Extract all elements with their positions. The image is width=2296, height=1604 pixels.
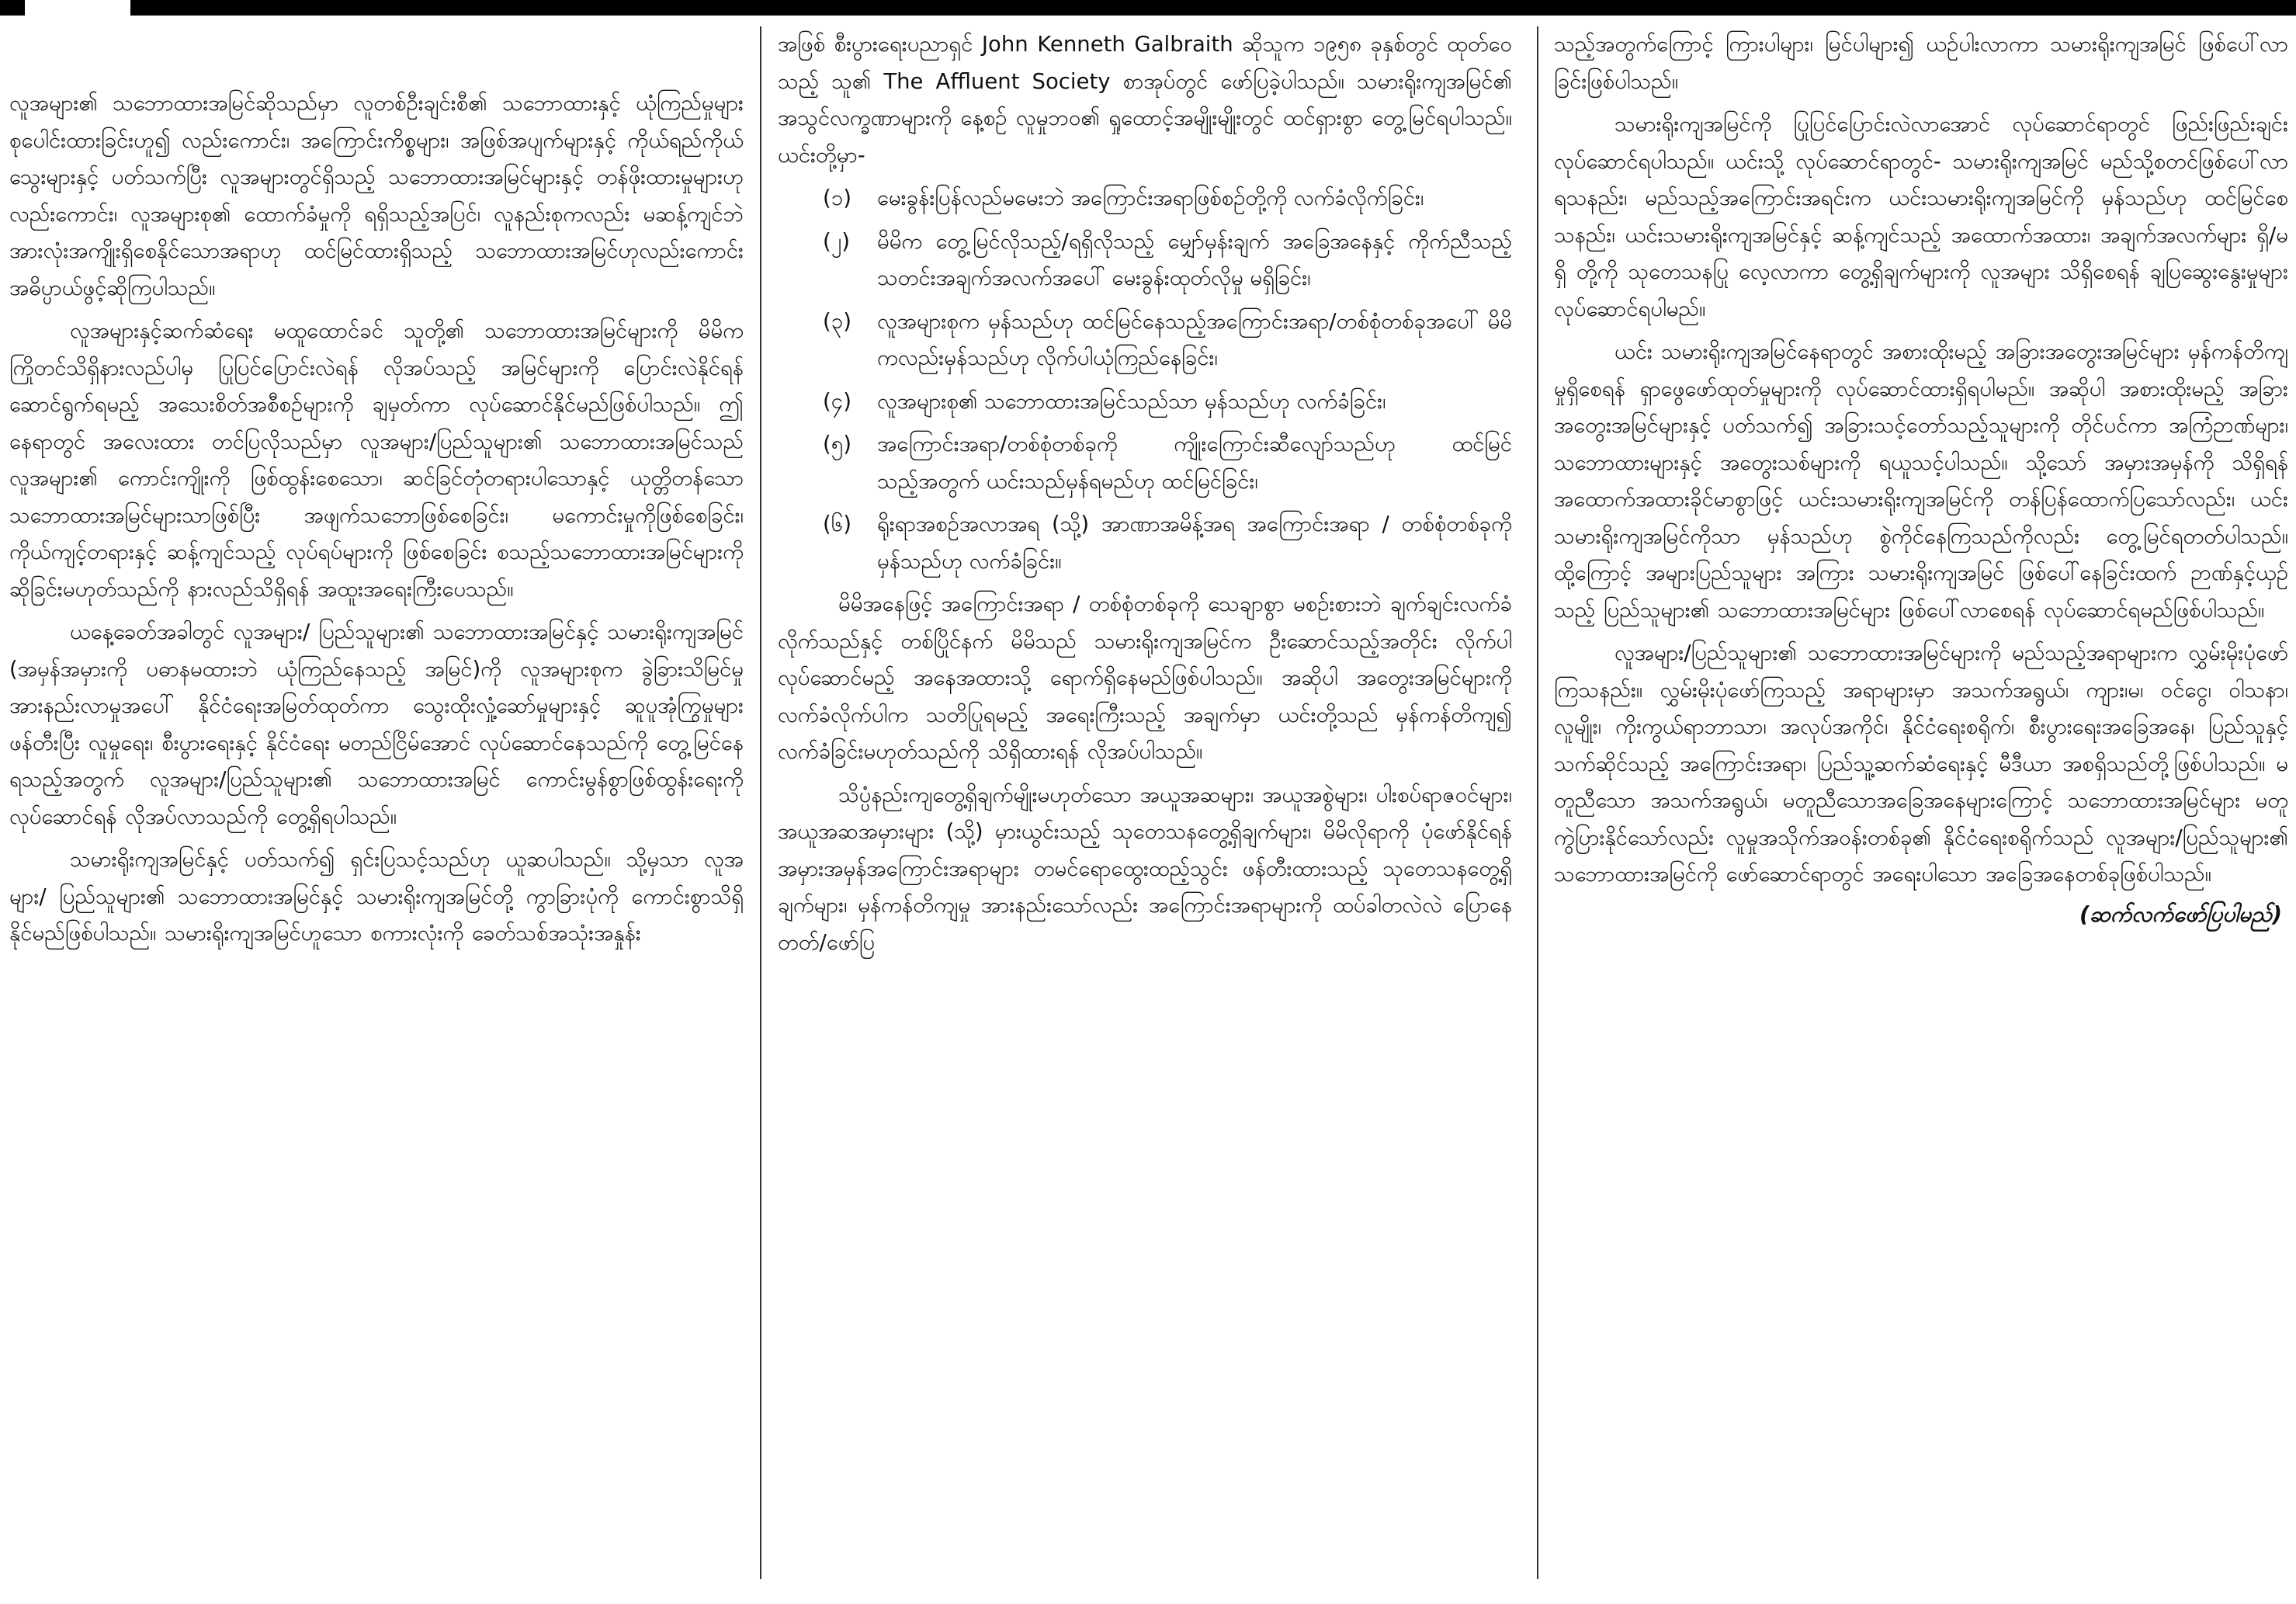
list-text: လူအများစုက မှန်သည်ဟု ထင်မြင်နေသည့်အကြောင်းအရာ/တစ်စုံတစ်ခုအပေါ် မိမိကလည်းမှန်သည်ဟု လိုက်ပါယုံကြည်နေခြင်း၊	[877, 308, 1512, 370]
list-number: (၃)	[823, 308, 851, 334]
list-text: မေးခွန်းပြန်လည်မမေးဘဲ အကြောင်းအရာဖြစ်စဉ်တို့ကို လက်ခံလိုက်ခြင်း၊	[877, 186, 1424, 210]
characteristics-list	[778, 180, 1512, 580]
column-divider	[1537, 26, 1538, 1579]
paragraph: သိပ္ပံနည်းကျတွေ့ရှိချက်မျိုးမဟုတ်သော အယူအဆများ၊ အယူအစွဲများ၊ ပါးစပ်ရာဇဝင်များ၊ အယူအဆအမှားများ (သို့) မှားယွင်းသည့် သုတေသနတွေ့ရှိချက်များ၊ မိမိလိုရာကို ပုံဖော်နိုင်ရန် အမှားအမှန်အကြောင်းအရာများ တမင်ရောထွေးထည့်သွင်း ဖန်တီးထားသည့် သုတေသနတွေ့ရှိချက်များ၊ မှန်ကန်တိကျမှု အားနည်းသော်လည်း အကြောင်းအရာများကို ထပ်ခါတလဲလဲ ပြောနေတတ်/ဖော်ပြ	[778, 782, 1512, 955]
paragraph: လူအများ၏ သဘောထားအမြင်ဆိုသည်မှာ လူတစ်ဦးချင်းစီ၏ သဘောထားနှင့် ယုံကြည်မှုများ စုပေါင်းထားခြင်းဟူ၍ လည်းကောင်း၊ အကြောင်းကိစ္စများ၊ အဖြစ်အပျက်များနှင့် ကိုယ်ရည်ကိုယ်သွေးများနှင့် ပတ်သက်ပြီး လူအများတွင်ရှိသည့် သဘောထားအမြင်များနှင့် တန်ဖိုးထားမှုများဟုလည်းကောင်း၊ လူအများစု၏ ထောက်ခံမှုကို ရရှိသည့်အပြင်၊ လူနည်းစုကလည်း မဆန့်ကျင်ဘဲ အားလုံးအကျိုးရှိစေနိုင်သောအရာဟု ထင်မြင်ထားရှိသည့် သဘောထားအမြင်ဟုလည်းကောင်း အဓိပ္ပာယ်ဖွင့်ဆိုကြပါသည်။	[9, 91, 744, 300]
top-rule-left	[0, 0, 25, 16]
list-number: (၄)	[823, 388, 851, 414]
list-text: မိမိက တွေ့မြင်လိုသည့်/ရရှိလိုသည့် မျှော်မှန်းချက် အခြေအနေနှင့် ကိုက်ညီသည့် သတင်းအချက်အလက်အပေါ် မေးခွန်းထုတ်လိုမှု မရှိခြင်း၊	[877, 228, 1512, 290]
paragraph: လူအများ/ပြည်သူများ၏ သဘောထားအမြင်များကို မည်သည့်အရာများက လွှမ်းမိုးပုံဖော်ကြသနည်း။ လွှမ်းမိုးပုံဖော်ကြသည့် အရာများမှာ အသက်အရွယ်၊ ကျား၊မ၊ ဝင်ငွေ၊ ဝါသနာ၊ လူမျိုး၊ ကိုးကွယ်ရာဘာသာ၊ အလုပ်အကိုင်၊ နိုင်ငံရေးစရိုက်၊ စီးပွားရေးအခြေအနေ၊ ပြည်သူနှင့် သက်ဆိုင်သည့် အကြောင်းအရာ၊ ပြည်သူ့ဆက်ဆံရေးနှင့် မီဒီယာ အစရှိသည်တို့ဖြစ်ပါသည်။ မတူညီသော အသက်အရွယ်၊ မတူညီသောအခြေအနေများကြောင့် သဘောထားအမြင်များ မတူကွဲပြားနိုင်သော်လည်း လူမှုအသိုက်အဝန်းတစ်ခု၏ နိုင်ငံရေးစရိုက်သည် လူအများ/ပြည်သူများ၏ သဘောထားအမြင်ကို ဖော်ဆောင်ရာတွင် အရေးပါသော အခြေအနေတစ်ခုဖြစ်ပါသည်။	[1554, 641, 2288, 887]
paragraph: ယင်း သမားရိုးကျအမြင်နေရာတွင် အစားထိုးမည့် အခြားအတွေးအမြင်များ မှန်ကန်တိကျမှုရှိစေရန် ရှာဖွေဖော်ထုတ်မှုများကို လုပ်ဆောင်ထားရှိရပါမည်။ အဆိုပါ အစားထိုးမည့် အခြားအတွေးအမြင်များနှင့် ပတ်သက်၍ အခြားသင့်တော်သည့်သူများကို တိုင်ပင်ကာ အကြံဉာဏ်များ၊ သဘောထားများနှင့် အတွေးသစ်များကို ရယူသင့်ပါသည်။ သို့သော် အမှားအမှန်ကို သိရှိရန် အထောက်အထားခိုင်မာစွာဖြင့် ယင်းသမားရိုးကျအမြင်ကို တန်ပြန်ထောက်ပြသော်လည်း၊ ယင်းသမားရိုးကျအမြင်ကိုသာ မှန်သည်ဟု စွဲကိုင်နေကြသည်ကိုလည်း တွေ့မြင်ရတတ်ပါသည်။ ထို့ကြောင့် အများပြည်သူများ အကြား သမားရိုးကျအမြင် ဖြစ်ပေါ်နေခြင်းထက် ဉာဏ်နှင့်ယှဉ်သည့် ပြည်သူများ၏ သဘောထားအမြင်များ ဖြစ်ပေါ်လာစေရန် လုပ်ဆောင်ရမည်ဖြစ်ပါသည်။	[1554, 339, 2288, 623]
article-column-1	[9, 85, 744, 1592]
paragraph: မိမိအနေဖြင့် အကြောင်းအရာ / တစ်စုံတစ်ခုကို သေချာစွာ မစဉ်းစားဘဲ ချက်ချင်းလက်ခံလိုက်သည်နှင့် တစ်ပြိုင်နက် မိမိသည် သမားရိုးကျအမြင်က ဦးဆောင်သည့်အတိုင်း လိုက်ပါလုပ်ဆောင်မည့် အနေအထားသို့ ရောက်ရှိနေမည်ဖြစ်ပါသည်။ အဆိုပါ အတွေးအမြင်များကို လက်ခံလိုက်ပါက သတိပြုရမည့် အရေးကြီးသည့် အချက်မှာ ယင်းတို့သည် မှန်ကန်တိကျ၍ လက်ခံခြင်းမဟုတ်သည်ကို သိရှိထားရန် လိုအပ်ပါသည်။	[778, 592, 1512, 764]
paragraph: လူအများနှင့်ဆက်ဆံရေး မထူထောင်ခင် သူတို့၏ သဘောထားအမြင်များကို မိမိက ကြိုတင်သိရှိနားလည်ပါမှ ပြုပြင်ပြောင်းလဲရန် လိုအပ်သည့် အမြင်များကို ပြောင်းလဲနိုင်ရန် ဆောင်ရွက်ရမည့် အသေးစိတ်အစီစဉ်များကို ချမှတ်ကာ လုပ်ဆောင်နိုင်မည်ဖြစ်ပါသည်။ ဤနေရာတွင် အလေးထား တင်ပြလိုသည်မှာ လူအများ/ပြည်သူများ၏ သဘောထားအမြင်သည် လူအများ၏ ကောင်းကျိုးကို ဖြစ်ထွန်းစေသော၊ ဆင်ခြင်တုံတရားပါသောနှင့် ယုတ္တိတန်သောသဘောထားအမြင်များသာဖြစ်ပြီး အဖျက်သဘောဖြစ်စေခြင်း၊ မကောင်းမှုကိုဖြစ်စေခြင်း၊ ကိုယ်ကျင့်တရားနှင့် ဆန့်ကျင်သည့် လုပ်ရပ်များကို ဖြစ်စေခြင်း စသည့်သဘောထားအမြင်များကို ဆိုခြင်းမဟုတ်သည်ကို နားလည်သိရှိရန် အထူးအရေးကြီးပေသည်။	[9, 318, 744, 602]
list-number: (၁)	[823, 186, 851, 210]
paragraph: ယနေ့ခေတ်အခါတွင် လူအများ/ ပြည်သူများ၏ သဘောထားအမြင်နှင့် သမားရိုးကျအမြင် (အမှန်အမှားကို ပဓာနမထားဘဲ ယုံကြည်နေသည့် အမြင်)ကို လူအများစုက ခွဲခြားသိမြင်မှု အားနည်းလာမှုအပေါ် နိုင်ငံရေးအမြတ်ထုတ်ကာ သွေးထိုးလှုံ့ဆော်မှုများနှင့် ဆူပူအုံကြွမှုများ ဖန်တီးပြီး လူမှုရေး၊ စီးပွားရေးနှင့် နိုင်ငံရေး မတည်ငြိမ်အောင် လုပ်ဆောင်နေသည်ကို တွေ့မြင်နေရသည့်အတွက် လူအများ/ပြည်သူများ၏ သဘောထားအမြင် ကောင်းမွန်စွာဖြစ်ထွန်းရေးကို လုပ်ဆောင်ရန် လိုအပ်လာသည်ကို တွေ့ရှိရပါသည်။	[9, 620, 744, 829]
list-item	[823, 506, 1512, 580]
list-number: (၆)	[823, 512, 851, 536]
article-column-3	[1554, 26, 2288, 1579]
list-text: အကြောင်းအရာ/တစ်စုံတစ်ခုကို ကျိုးကြောင်းဆီလျော်သည်ဟု ထင်မြင်သည့်အတွက် ယင်းသည်မှန်ရမည်ဟု ထင်မြင်ခြင်း၊	[877, 432, 1512, 494]
paragraph: သမားရိုးကျအမြင်ကို ပြုပြင်ပြောင်းလဲလာအောင် လုပ်ဆောင်ရာတွင် ဖြည်းဖြည်းချင်း လုပ်ဆောင်ရပါသည်။ ယင်းသို့ လုပ်ဆောင်ရာတွင်- သမားရိုးကျအမြင် မည်သို့စတင်ဖြစ်ပေါ်လာရသနည်း၊ မည်သည့်အကြောင်းအရင်းက ယင်းသမားရိုးကျအမြင်ကို မှန်သည်ဟု ထင်မြင်စေသနည်း၊ ယင်းသမားရိုးကျအမြင်နှင့် ဆန့်ကျင်သည့် အထောက်အထား၊ အချက်အလက်များ ရှိ/မရှိ တို့ကို သုတေသနပြု လေ့လာကာ တွေ့ရှိချက်များကို လူအများ သိရှိစေရန် ချပြဆွေးနွေးမှုများ လုပ်ဆောင်ရပါမည်။	[1554, 112, 2288, 321]
list-item	[823, 180, 1512, 217]
column-divider	[760, 26, 761, 1579]
list-item	[823, 304, 1512, 377]
list-item	[823, 426, 1512, 500]
list-item	[823, 384, 1512, 421]
continued-note: (ဆက်လက်ဖော်ပြပါမည်)	[2079, 901, 2282, 927]
top-rule-right	[130, 0, 2296, 16]
list-item	[823, 224, 1512, 297]
article-column-2	[778, 26, 1512, 1579]
list-number: (၅)	[823, 432, 851, 457]
list-text: ရိုးရာအစဉ်အလာအရ (သို့) အာဏာအမိန့်အရ အကြောင်းအရာ / တစ်စုံတစ်ခုကို မှန်သည်ဟု လက်ခံခြင်း။	[877, 512, 1512, 574]
paragraph: အဖြစ် စီးပွားရေးပညာရှင် John Kenneth Galbraith ဆိုသူက ၁၉၅၈ ခုနှစ်တွင် ထုတ်ဝေသည့် သူ၏ The Affluent Society စာအုပ်တွင် ဖော်ပြခဲ့ပါသည်။ သမားရိုးကျအမြင်၏ အသွင်လက္ခဏာများကို နေ့စဉ် လူမှုဘဝ၏ ရှုထောင့်အမျိုးမျိုးတွင် ထင်ရှားစွာ တွေ့မြင်ရပါသည်။ ယင်းတို့မှာ-	[778, 32, 1512, 168]
list-text: လူအများစု၏ သဘောထားအမြင်သည်သာ မှန်သည်ဟု လက်ခံခြင်း၊	[877, 388, 1386, 414]
paragraph: သည့်အတွက်ကြောင့် ကြားပါများ၊ မြင်ပါများ၍ ယဉ်ပါးလာကာ သမားရိုးကျအမြင် ဖြစ်ပေါ်လာခြင်းဖြစ်ပါသည်။	[1554, 32, 2288, 94]
paragraph: သမားရိုးကျအမြင်နှင့် ပတ်သက်၍ ရှင်းပြသင့်သည်ဟု ယူဆပါသည်။ သို့မှသာ လူအများ/ ပြည်သူများ၏ သဘောထားအမြင်နှင့် သမားရိုးကျအမြင်တို့ ကွာခြားပုံကို ကောင်းစွာသိရှိနိုင်မည်ဖြစ်ပါသည်။ သမားရိုးကျအမြင်ဟူသော စကားလုံးကို ခေတ်သစ်အသုံးအနှုန်း	[9, 847, 744, 946]
list-number: (၂)	[823, 228, 850, 254]
